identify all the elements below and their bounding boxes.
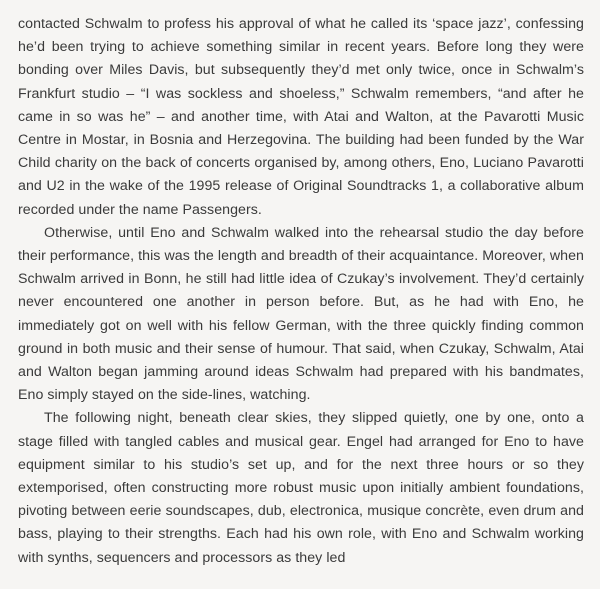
paragraph-1: contacted Schwalm to profess his approval of what he called its ‘space jazz’, confessing he’d been trying to achieve something similar in recent years. Before long they were bonding over Miles Davis, but subsequently they’d met only twice, once in Schwalm’s Frankfurt studio – “I was sockless and shoeless,” Schwalm remembers, “and after he came in so was he” – and another time, with Atai and Walton, at the Pavarotti Music Centre in Mostar, in Bosnia and Herzegovina. The building had been funded by the War Child charity on the back of concerts organised by, among others, Eno, Luciano Pavarotti and U2 in the wake of the 1995 release of Original Soundtracks 1, a collaborative album recorded under the name Passengers.: [18, 16, 584, 218]
body-text: [18, 13, 584, 570]
paragraph-2: Otherwise, until Eno and Schwalm walked into the rehearsal studio the day before their performance, this was the length and breadth of their acquaintance. Moreover, when Schwalm arrived in Bonn, he still had little idea of Czukay’s involvement. They’d certainly never encountered one another in person before. But, as he had with Eno, he immediately got on well with his fellow German, with the three quickly finding common ground in both music and their sense of humour. That said, when Czukay, Schwalm, Atai and Walton began jamming around ideas Schwalm had prepared with his bandmates, Eno simply stayed on the side-lines, watching.: [18, 224, 584, 404]
paragraph-3: The following night, beneath clear skies, they slipped quietly, one by one, onto a stage filled with tangled cables and musical gear. Engel had arranged for Eno to have equipment similar to his studio’s set up, and for the next three hours or so they extemporised, often constructing more robust music upon initially ambient foundations, pivoting between eerie soundscapes, dub, electronica, musique concrète, even drum and bass, playing to their strengths. Each had his own role, with Eno and Schwalm working with synths, sequencers and processors as they led: [18, 410, 584, 566]
